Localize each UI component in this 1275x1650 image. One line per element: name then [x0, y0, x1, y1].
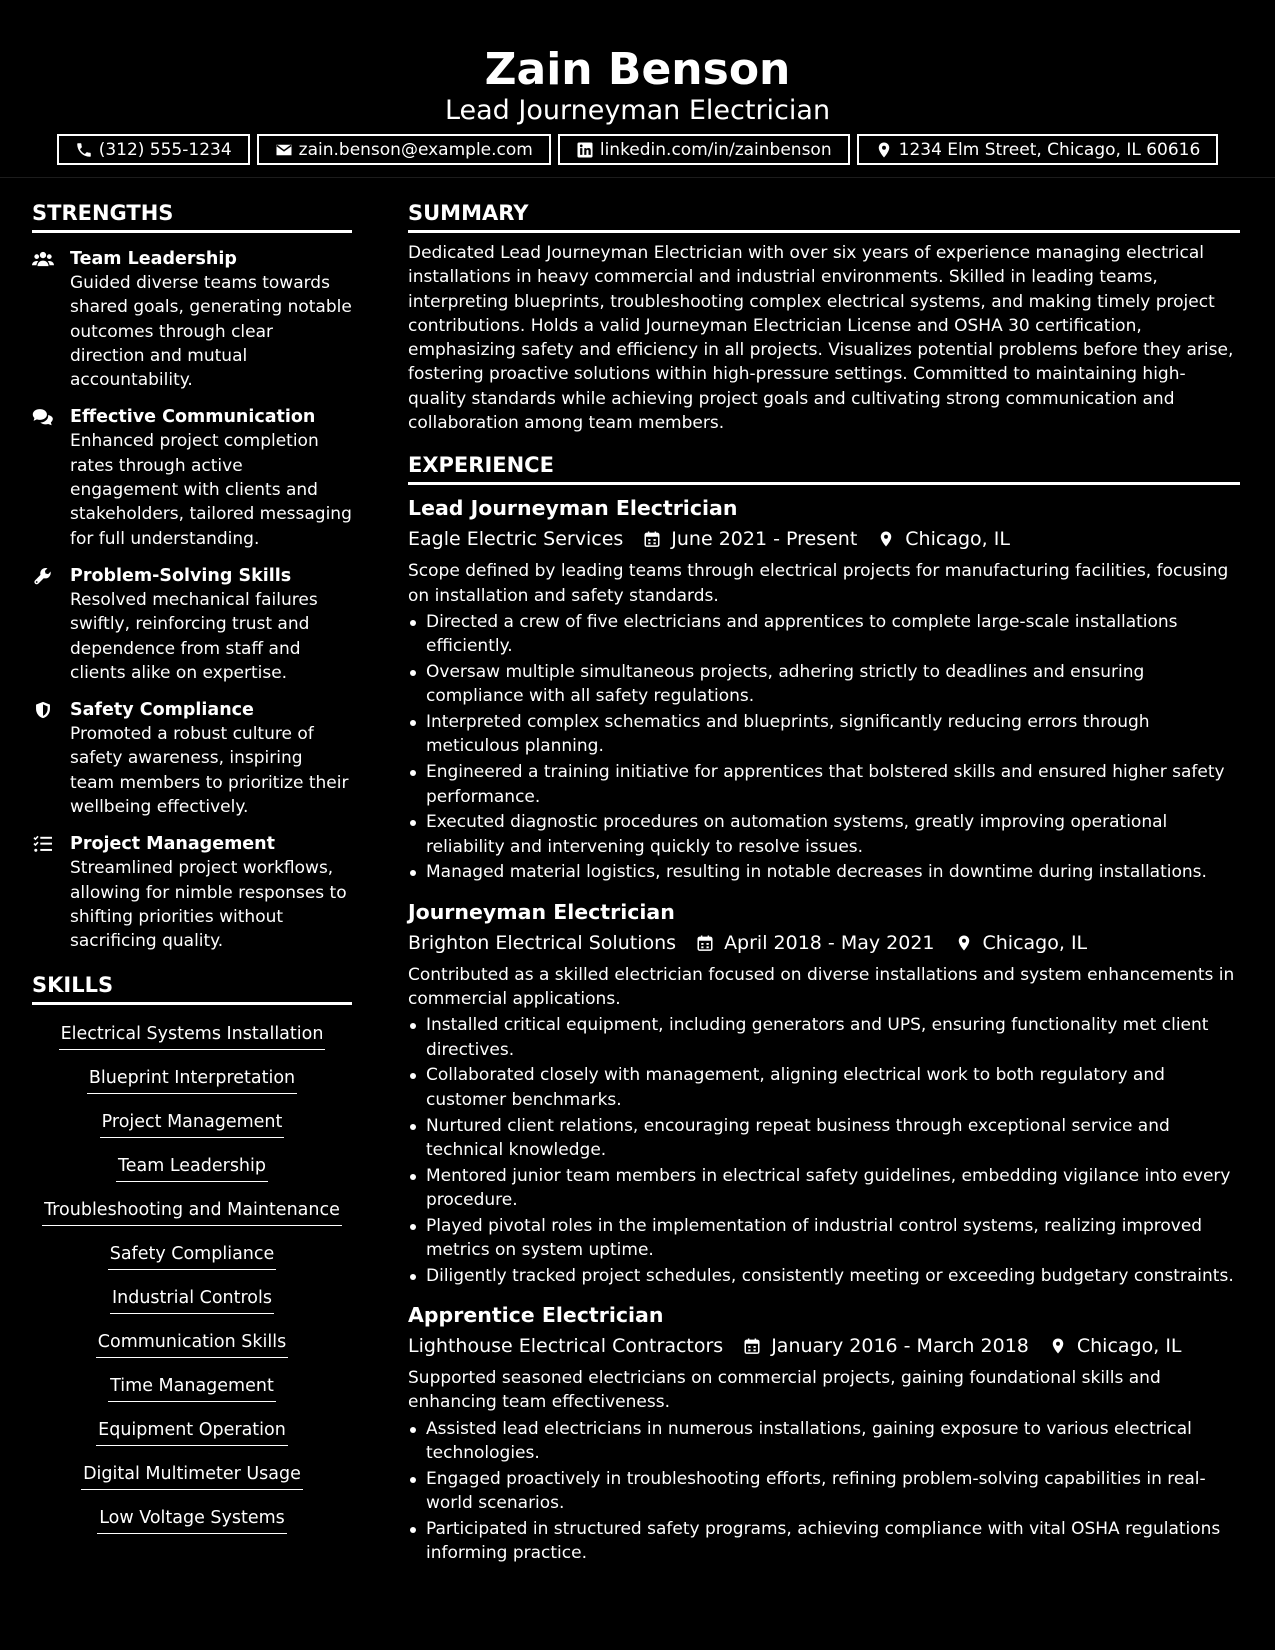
job-dates: January 2016 - March 2018 — [771, 1335, 1029, 1358]
job-description: Contributed as a skilled electrician focused on diverse installations and system enhancements in commercial applications. — [408, 964, 1235, 1010]
contact-phone-text: (312) 555-1234 — [98, 139, 232, 160]
job-meta — [408, 524, 1240, 554]
job-bullet: Nurtured client relations, encouraging repeat business through exceptional service and technical knowledge. — [408, 1114, 1240, 1163]
location-pin-icon — [877, 530, 895, 548]
job-bullets — [408, 1417, 1240, 1566]
contact-address[interactable] — [857, 134, 1219, 165]
strength-item — [32, 832, 352, 953]
calendar-icon — [696, 934, 714, 952]
job-bullet: Managed material logistics, resulting in notable decreases in downtime during installations. — [408, 860, 1240, 884]
skill-tag: Safety Compliance — [108, 1241, 277, 1270]
job-dates: June 2021 - Present — [671, 528, 858, 551]
skill-tag: Blueprint Interpretation — [87, 1065, 297, 1094]
strength-title: Problem-Solving Skills — [70, 565, 292, 586]
experience-heading: EXPERIENCE — [408, 452, 1240, 485]
skills-heading: SKILLS — [32, 972, 352, 1005]
job-company: Brighton Electrical Solutions — [408, 931, 677, 954]
location-pin-icon — [955, 934, 973, 952]
contact-bar — [0, 134, 1275, 165]
candidate-name: Zain Benson — [484, 44, 791, 95]
job-bullet: Collaborated closely with management, aligning electrical work to both regulatory and customer benchmarks. — [408, 1063, 1240, 1112]
summary-heading: SUMMARY — [408, 200, 1240, 233]
job-company: Lighthouse Electrical Contractors — [408, 1335, 724, 1358]
job-meta — [408, 1331, 1240, 1361]
skill-tag: Team Leadership — [116, 1153, 268, 1182]
left-column — [32, 200, 352, 1534]
job-bullet: Engaged proactively in troubleshooting efforts, refining problem-solving capabilities in real-world scenarios. — [408, 1467, 1240, 1516]
job-title: Apprentice Electrician — [408, 1303, 664, 1328]
job-bullet: Directed a crew of five electricians and apprentices to complete large-scale installations efficiently. — [408, 610, 1240, 659]
job-location: Chicago, IL — [905, 528, 1010, 551]
strengths-list — [32, 247, 352, 954]
skill-tag: Industrial Controls — [110, 1285, 274, 1314]
job-bullet: Executed diagnostic procedures on automation systems, greatly improving operational reliability and intervening quickly to resolve issues. — [408, 810, 1240, 859]
skill-tag: Troubleshooting and Maintenance — [42, 1197, 342, 1226]
job-bullet: Mentored junior team members in electrical safety guidelines, embedding vigilance into every procedure. — [408, 1164, 1240, 1213]
job-bullets — [408, 1013, 1240, 1288]
wrench-icon — [32, 567, 54, 585]
job-bullets — [408, 610, 1240, 885]
candidate-title: Lead Journeyman Electrician — [444, 95, 831, 126]
job-meta — [408, 928, 1240, 958]
contact-linkedin[interactable] — [558, 134, 850, 165]
calendar-icon — [643, 530, 661, 548]
strength-title: Team Leadership — [70, 249, 237, 269]
summary-text: Dedicated Lead Journeyman Electrician with over six years of experience managing electrical installations in heavy commercial and industrial environments. Skilled in leading teams, interpreting blueprints, troubleshooting complex electrical systems, and making timely project contributions. Holds a valid Journeyman Electrician License and OSHA 30 certification, emphasizing safety and efficiency in all projects. Visualizes potential problems before they arise, fostering proactive solutions within high-pressure settings. Committed to maintaining high-quality standards while achieving project goals and cultivating strong communication and collaboration among team members. — [408, 243, 1234, 434]
strength-title: Effective Communication — [70, 407, 316, 428]
skill-tag: Project Management — [100, 1109, 285, 1138]
contact-address-text: 1234 Elm Street, Chicago, IL 60616 — [898, 139, 1201, 160]
strength-item — [32, 698, 352, 819]
shield-icon — [32, 701, 54, 719]
location-pin-icon — [1049, 1337, 1067, 1355]
skill-tag: Time Management — [108, 1373, 276, 1402]
job-title: Journeyman Electrician — [408, 899, 675, 924]
strength-desc: Promoted a robust culture of safety awareness, inspiring team members to prioritize their wellbeing effectively. — [70, 724, 349, 818]
job-bullet: Installed critical equipment, including generators and UPS, ensuring functionality met client directives. — [408, 1013, 1240, 1062]
skills-list — [32, 1013, 352, 1534]
job-entry — [408, 898, 1240, 1288]
job-title: Lead Journeyman Electrician — [408, 496, 738, 521]
location-pin-icon — [875, 141, 893, 159]
skill-tag: Equipment Operation — [96, 1417, 288, 1446]
job-company: Eagle Electric Services — [408, 528, 624, 551]
strengths-heading: STRENGTHS — [32, 200, 352, 233]
linkedin-icon — [576, 141, 594, 159]
contact-phone[interactable] — [57, 134, 250, 165]
task-list-icon — [32, 835, 54, 853]
envelope-icon — [275, 141, 293, 159]
skill-tag: Communication Skills — [96, 1329, 288, 1358]
job-location: Chicago, IL — [982, 931, 1088, 954]
strength-desc: Resolved mechanical failures swiftly, reinforcing trust and dependence from staff and clients alike on expertise. — [70, 589, 318, 683]
strength-item — [32, 564, 352, 685]
job-bullet: Diligently tracked project schedules, consistently meeting or exceeding budgetary constraints. — [408, 1264, 1240, 1288]
strength-desc: Enhanced project completion rates through active engagement with clients and stakeholders, tailored messaging for full understanding. — [70, 431, 352, 549]
contact-email[interactable] — [257, 134, 551, 165]
job-bullet: Engineered a training initiative for apprentices that bolstered skills and ensured higher safety performance. — [408, 760, 1240, 809]
job-description: Scope defined by leading teams through electrical projects for manufacturing facilities, focusing on installation and safety standards. — [408, 561, 1229, 606]
right-column — [408, 200, 1240, 1567]
users-icon — [32, 250, 54, 268]
job-bullet: Oversaw multiple simultaneous projects, adhering strictly to deadlines and ensuring compliance with all safety regulations. — [408, 660, 1240, 709]
job-bullet: Assisted lead electricians in numerous installations, gaining exposure to various electrical technologies. — [408, 1417, 1240, 1466]
job-location: Chicago, IL — [1076, 1335, 1182, 1358]
contact-linkedin-text: linkedin.com/in/zainbenson — [599, 139, 832, 160]
job-bullet: Played pivotal roles in the implementation of industrial control systems, realizing improved metrics on system uptime. — [408, 1214, 1240, 1263]
job-bullet: Interpreted complex schematics and blueprints, significantly reducing errors through meticulous planning. — [408, 710, 1240, 759]
phone-icon — [75, 141, 93, 159]
skill-tag: Digital Multimeter Usage — [81, 1461, 303, 1490]
skill-tag: Electrical Systems Installation — [59, 1021, 326, 1050]
skill-tag: Low Voltage Systems — [97, 1505, 287, 1534]
strength-desc: Guided diverse teams towards shared goals, generating notable outcomes through clear direction and mutual accountability. — [70, 273, 352, 391]
job-dates: April 2018 - May 2021 — [724, 931, 935, 954]
calendar-icon — [743, 1337, 761, 1355]
job-description: Supported seasoned electricians on commercial projects, gaining foundational skills and enhancing team effectiveness. — [408, 1368, 1161, 1413]
strength-desc: Streamlined project workflows, allowing for nimble responses to shifting priorities without sacrificing quality. — [70, 858, 347, 952]
strength-title: Safety Compliance — [70, 700, 254, 721]
resume-header — [0, 0, 1275, 178]
contact-email-text: zain.benson@example.com — [298, 139, 533, 160]
comments-icon — [32, 408, 54, 426]
job-entry — [408, 494, 1240, 884]
strength-item — [32, 247, 352, 392]
job-entry — [408, 1301, 1240, 1565]
job-bullet: Participated in structured safety programs, achieving compliance with vital OSHA regulations informing practice. — [408, 1517, 1240, 1566]
strength-item — [32, 405, 352, 550]
strength-title: Project Management — [70, 834, 275, 855]
